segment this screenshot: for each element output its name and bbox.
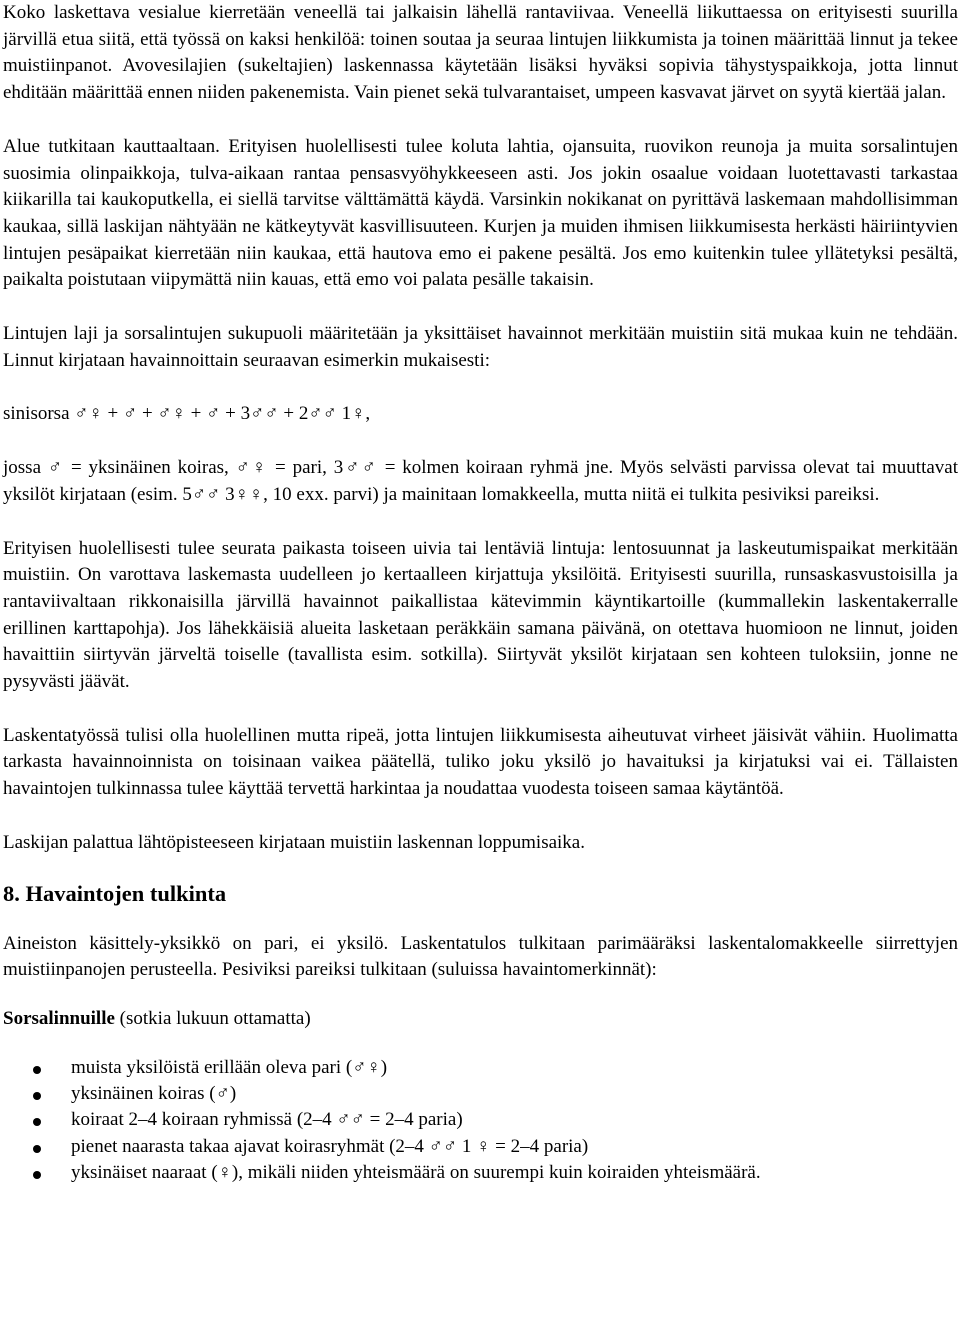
paragraph-accuracy: Laskentatyössä tulisi olla huolellinen mutta ripeä, jotta lintujen liikkumisesta aiheutuvat virheet jäisivät vähiin. Huolimatta tarkasta havainnoinnista on toisinaan vaikea päätellä, tuliko joku yksilö jo havaituksi ja kirjatuksi vai ei. Tällaisten havaintojen tulkinnassa tulee käyttää tervettä harkintaa ja noudattaa vuodesta toiseen samaa käytäntöä.	[3, 724, 958, 800]
interpretation-list	[3, 1055, 958, 1186]
spacer	[3, 803, 958, 830]
list-item: yksinäiset naaraat (♀), mikäli niiden yhteismäärä on suurempi kuin koiraiden yhteismäärä.	[3, 1160, 958, 1186]
section-heading: 8. Havaintojen tulkinta	[3, 880, 227, 906]
list-item: koiraat 2–4 koiraan ryhmissä (2–4 ♂♂ = 2–4 paria)	[3, 1107, 958, 1133]
spacer	[3, 107, 958, 134]
paragraph-area-survey: Alue tutkitaan kauttaaltaan. Erityisen huolellisesti tulee koluta lahtia, ojansuita, ruovikon reunoja ja muita sorsalintujen suosimia olinpaikkoja, tulva-aikaan rantaa pensasvyöhykkeeseen asti. Jos jokin osaalue voidaan luotettavasti tarkastaa kiikarilla tai kaukoputkella, ei siellä tarvitse välttämättä käydä. Varsinkin nokikanat on pyrittävä laskemaan mahdollisimman kaukaa, sillä laskijan nähtyään ne kätkeytyvät kasvillisuuteen. Kurjen ja muiden ihmisen liikkumisesta herkästi häiriintyvien lintujen pesäpaikat kierretään niin kaukaa, että hautova emo ei pakene pesältä. Jos emo kuitenkin tulee yllätetyksi pesältä, paikalta poistutaan viipymättä niin kauas, että emo voi palata pesälle takaisin.	[3, 135, 958, 291]
spacer	[3, 294, 958, 321]
paragraph-moving-birds: Erityisen huolellisesti tulee seurata paikasta toiseen uivia tai lentäviä lintuja: lentosuunnat ja laskeutumispaikat merkitään muistiin. On varottava laskemasta uudelleen jo kertaalleen kirjattuja yksilöitä. Erityisesti suurilla, runsaskasvustoisilla ja rantaviivaltaan rikkonaisilla järvillä havainnot paikallistaa kätevimmin käyntikartoille (kummallekin laskentakerralle erillinen karttapohja). Jos lähekkäisiä alueita lasketaan peräkkäin samana päivänä, on otettava huomioon ne linnut, joiden havaittiin siirtyvän järveltä toiselle (tavallista esim. sotkilla). Siirtyvät yksilöt kirjataan sen kohteen tuloksiin, jonne ne pysyvästi jäävät.	[3, 537, 958, 693]
subheading-ducks	[3, 1006, 958, 1033]
bullet-icon	[33, 1066, 41, 1074]
spacer	[3, 374, 958, 401]
bullet-icon	[33, 1092, 41, 1100]
paragraph-interpretation: Aineiston käsittely-yksikkö on pari, ei yksilö. Laskentatulos tulkitaan parimääräksi laskentalomakkeelle siirrettyjen muistiinpanojen perusteella. Pesiviksi pareiksi tulkitaan (suluissa havaintomerkinnät):	[3, 932, 958, 981]
bullet-icon	[33, 1118, 41, 1126]
spacer	[3, 428, 958, 455]
list-item: pienet naarasta takaa ajavat koirasryhmät (2–4 ♂♂ 1 ♀ = 2–4 paria)	[3, 1134, 958, 1160]
list-item: muista yksilöistä erillään oleva pari (♂♀)	[3, 1055, 958, 1081]
spacer	[3, 1033, 958, 1055]
spacer	[3, 696, 958, 723]
spacer	[3, 909, 958, 931]
subheading-rest: (sotkia lukuun ottamatta)	[114, 1007, 311, 1029]
paragraph-recording: Lintujen laji ja sorsalintujen sukupuoli määritetään ja yksittäiset havainnot merkitään muistiin sitä mukaa kuin ne tehdään. Linnut kirjataan havainnoittain seuraavan esimerkin mukaisesti:	[3, 323, 958, 371]
subheading-bold: Sorsalinnuille	[3, 1007, 115, 1029]
spacer	[3, 984, 958, 1006]
bullet-icon	[33, 1145, 41, 1153]
bullet-icon	[33, 1171, 41, 1179]
paragraph-counting-route: Koko laskettava vesialue kierretään veneellä tai jalkaisin lähellä rantaviivaa. Veneellä liikuttaessa on erityisesti suurilla järvillä etua siitä, että työssä on kaksi henkilöä: toinen soutaa ja seuraa lintujen liikkumista ja toinen määrittää linnut ja tekee muistiinpanot. Avovesilajien (sukeltajien) laskennassa käytetään lisäksi hyväksi sopivia tähystyspaikkoja, jotta linnut ehditään määrittää ennen niiden pakenemista. Vain pienet sekä tulvarantaiset, umpeen kasvavat järvet on syytä kiertää jalan.	[3, 2, 958, 104]
paragraph-end-time: Laskijan palattua lähtöpisteeseen kirjataan muistiin laskennan loppumisaika.	[3, 831, 585, 853]
paragraph-notation-legend: jossa ♂ = yksinäinen koiras, ♂♀ = pari, 3♂♂ = kolmen koiraan ryhmä jne. Myös selvästi parvissa olevat tai muuttavat yksilöt kirjataan (esim. 5♂♂ 3♀♀, 10 exx. parvi) ja mainitaan lomakkeella, mutta niitä ei tulkita pesiviksi pareiksi.	[3, 457, 958, 505]
spacer	[3, 509, 958, 536]
spacer	[3, 857, 958, 879]
list-item: yksinäinen koiras (♂)	[3, 1081, 958, 1107]
recording-example: sinisorsa ♂♀ + ♂ + ♂♀ + ♂ + 3♂♂ + 2♂♂ 1♀,	[3, 403, 371, 425]
